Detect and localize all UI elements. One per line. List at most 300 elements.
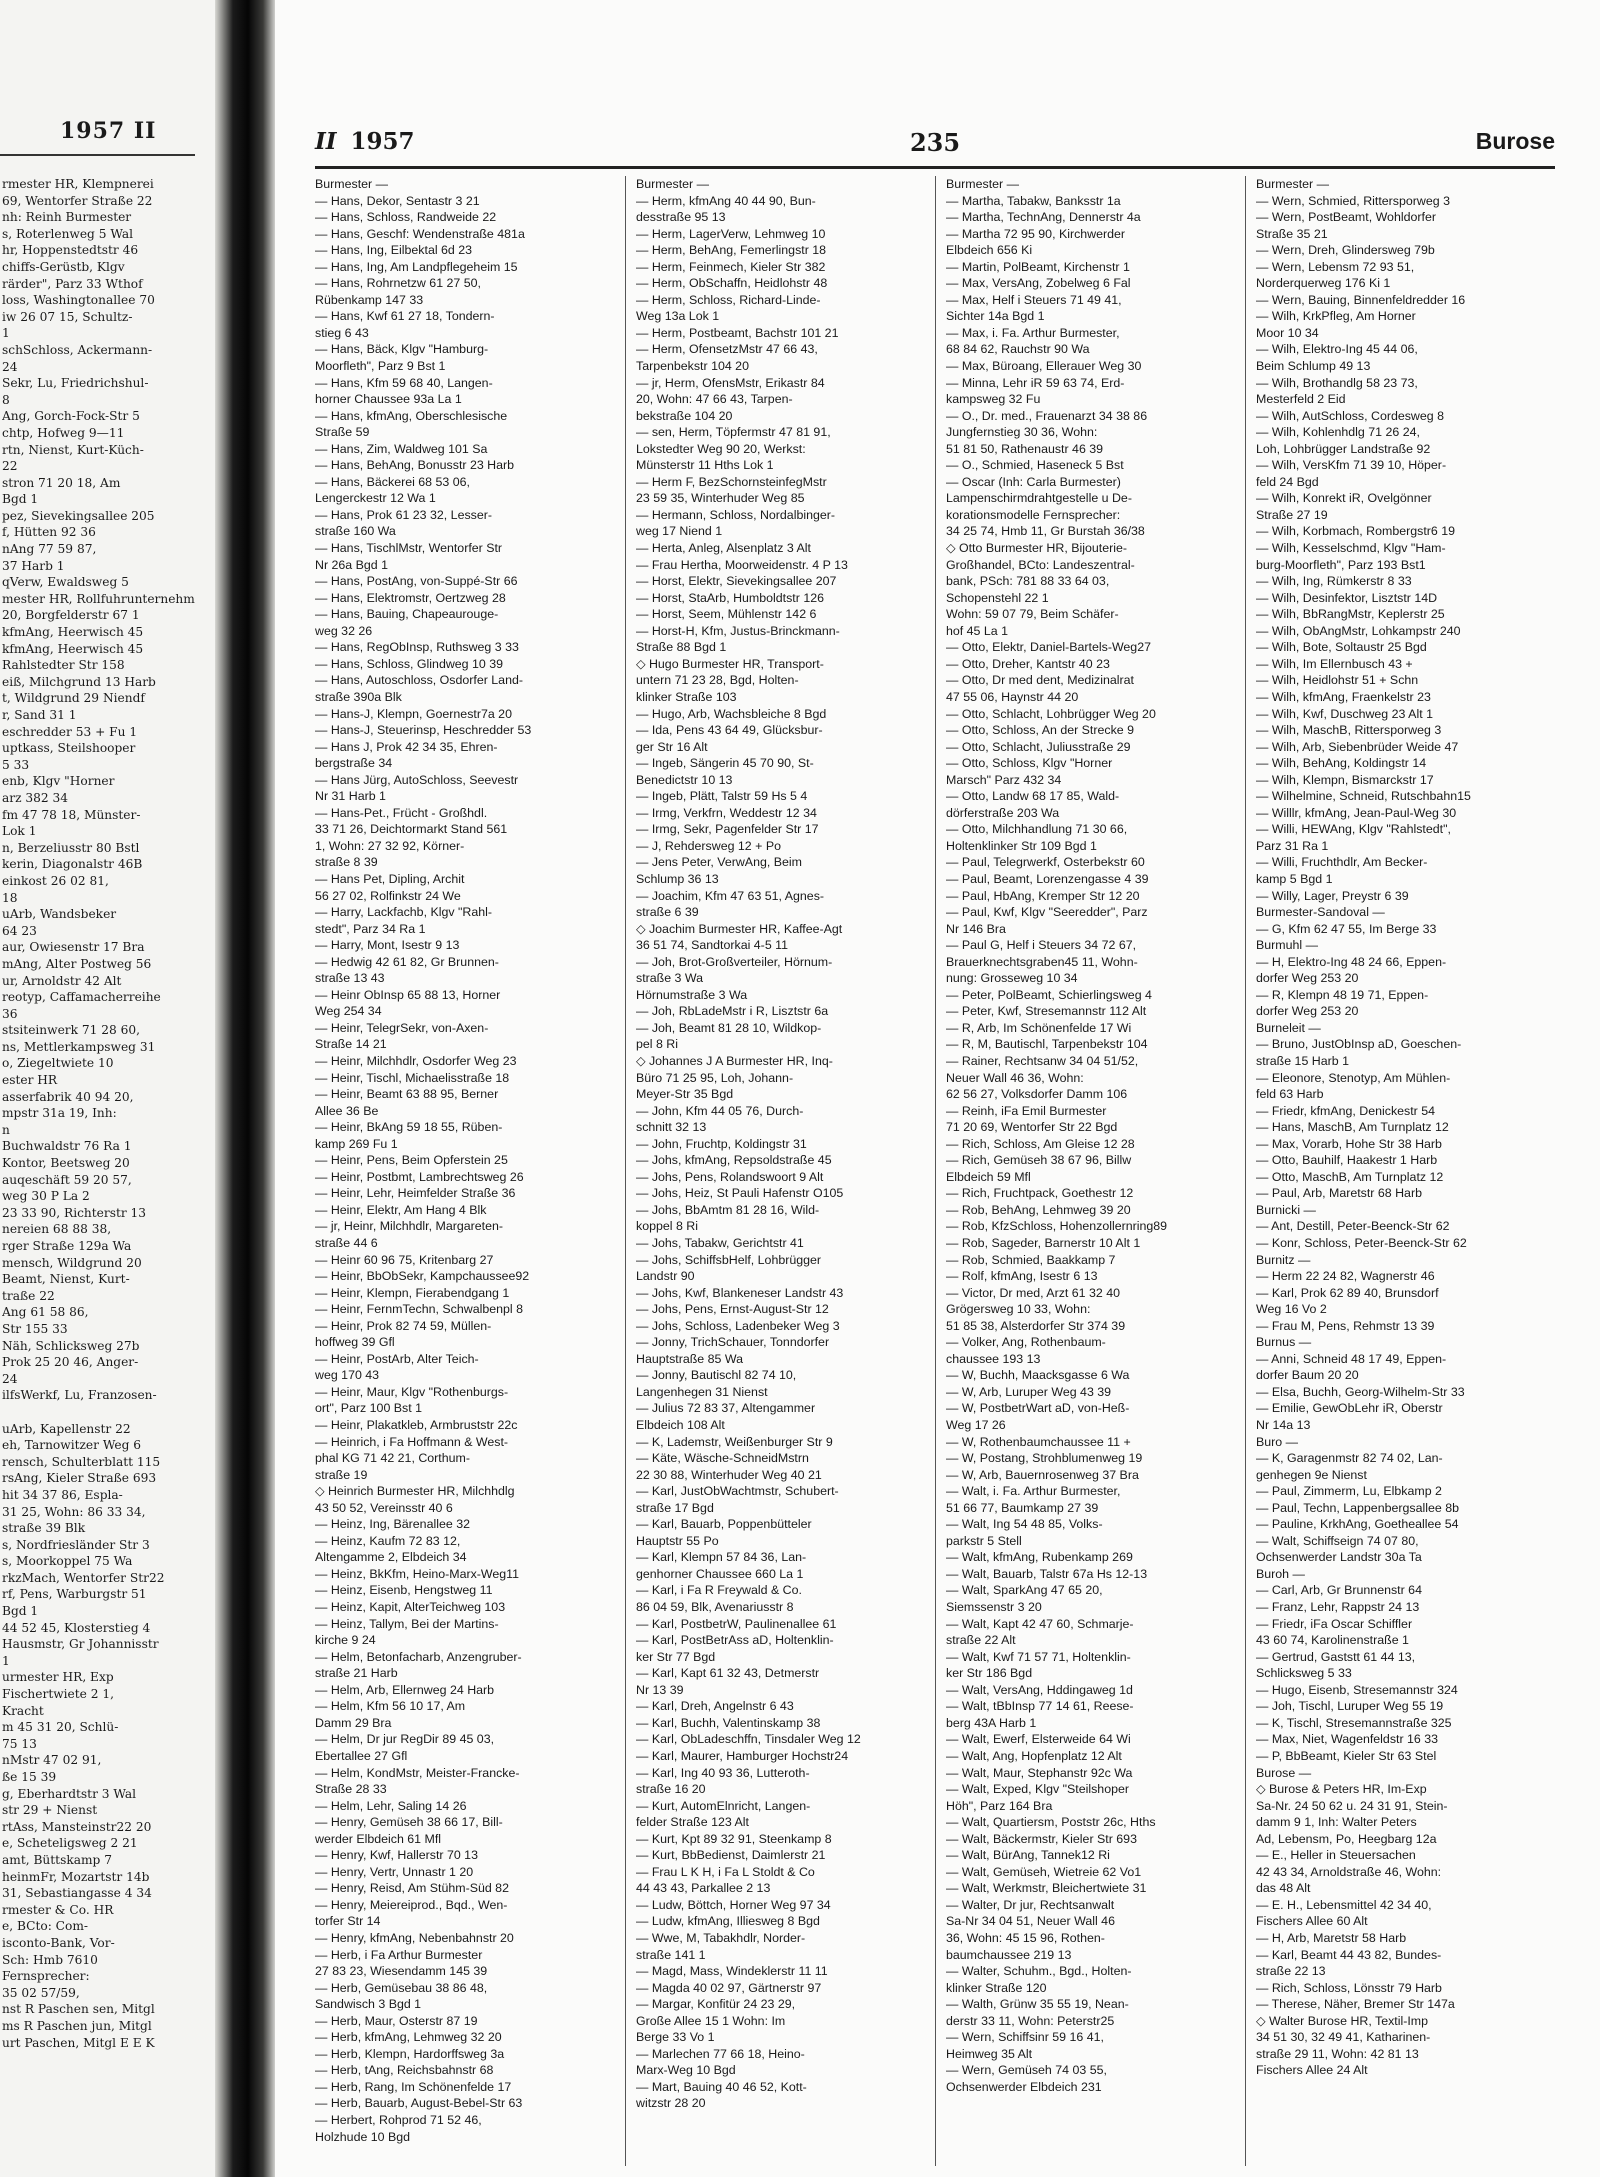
directory-entry-line: klinker Straße 120 — [946, 1980, 1047, 1995]
directory-entry-line: — Willi, HEWAng, Klgv "Rahlstedt", — [1256, 822, 1451, 837]
directory-entry-line: — Karl, Kapt 61 32 43, Detmerstr — [636, 1666, 820, 1681]
directory-entry-line: — Hans, Rohrnetzw 61 27 50, — [315, 276, 481, 291]
directory-entry-line: Lengerckestr 12 Wa 1 — [315, 491, 436, 506]
previous-page-line: o, Ziegeltwiete 10 — [2, 1056, 114, 1071]
previous-page-line: ms R Paschen jun, Mitgl — [2, 2018, 152, 2033]
directory-entry-line: 68 84 62, Rauchstr 90 Wa — [946, 342, 1090, 357]
previous-page-line: rmester HR, Klempnerei — [2, 177, 154, 191]
directory-entry-line: — K, Lademstr, Weißenburger Str 9 — [636, 1434, 833, 1449]
directory-entry-line: — Herb, Gemüsebau 38 86 48, — [315, 1980, 488, 1995]
previous-page-line: chtp, Hofweg 9—11 — [2, 425, 125, 440]
previous-page-rule — [0, 154, 195, 156]
directory-entry-line: Elbdeich 656 Ki — [946, 243, 1033, 258]
directory-column-2 — [625, 176, 935, 2166]
directory-entry-line: torfer Str 14 — [315, 1914, 381, 1929]
directory-entry-line: — Ingeb, Sängerin 45 70 90, St- — [636, 756, 814, 771]
directory-entry-line: damm 9 1, Inh: Walter Peters — [1256, 1815, 1417, 1830]
directory-entry-line: — Heinz, Kapit, AlterTeichweg 103 — [315, 1600, 506, 1615]
directory-entry-line: — Wern, Schmied, Rittersporweg 3 — [1256, 193, 1450, 208]
directory-entry-line: 20, Wohn: 47 66 43, Tarpen- — [636, 392, 793, 407]
directory-entry-line: — Herm, OfensetzMstr 47 66 43, — [636, 342, 818, 357]
directory-entry-line: Große Allee 15 1 Wohn: Im — [636, 2013, 786, 2028]
directory-entry-line: — Martha 72 95 90, Kirchwerder — [946, 226, 1126, 241]
directory-entry-line: Beim Schlump 49 13 — [1256, 359, 1371, 374]
directory-entry-line: — Hans, Kwf 61 27 18, Tondern- — [315, 309, 495, 324]
directory-entry-line: — Wern, Dreh, Glindersweg 79b — [1256, 243, 1435, 258]
directory-entry-line: — Wilhelmine, Schneid, Rutschbahn15 — [1256, 789, 1471, 804]
directory-entry-line: — Walt, Schiffseign 74 07 80, — [1256, 1533, 1419, 1548]
directory-entry-line: ◇ Hugo Burmester HR, Transport- — [636, 656, 824, 671]
directory-entry-line: — O., Schmied, Haseneck 5 Bst — [946, 458, 1124, 473]
directory-entry-line: — Herb, i Fa Arthur Burmester — [315, 1947, 483, 1962]
directory-entry-line: Burnitz — — [1256, 1252, 1311, 1267]
previous-page-line: Bgd 1 — [2, 492, 39, 507]
directory-entry-line: Hauptstr 55 Po — [636, 1533, 719, 1548]
directory-entry-line: klinker Straße 103 — [636, 689, 737, 704]
directory-entry-line: — Oscar (Inh: Carla Burmester) — [946, 474, 1121, 489]
directory-entry-line: — Heinr, Lehr, Heimfelder Straße 36 — [315, 1186, 516, 1201]
directory-entry-line: Tarpenbekstr 104 20 — [636, 359, 749, 374]
directory-entry-line: koppel 8 Ri — [636, 1219, 698, 1234]
directory-entry-line: straße 6 39 — [636, 905, 699, 920]
directory-entry-line: — Wilh, Ing, Rümkerstr 8 33 — [1256, 574, 1412, 589]
directory-entry-line: — Rich, Gemüseh 38 67 96, Billw — [946, 1153, 1132, 1168]
previous-page-line: rmester & Co. HR — [2, 1902, 114, 1917]
directory-entry-line: baumchaussee 219 13 — [946, 1947, 1072, 1962]
directory-entry-line: — Otto, MaschB, Am Turnplatz 12 — [1256, 1169, 1444, 1184]
directory-entry-line: — Paul, Beamt, Lorenzengasse 4 39 — [946, 871, 1149, 886]
previous-page-line: f, Hütten 92 36 — [2, 525, 96, 540]
directory-entry-line: Burose — — [1256, 1765, 1312, 1780]
directory-entry-line: — Wern, Schiffsinr 59 16 41, — [946, 2030, 1104, 2045]
directory-entry-line: Marsch" Parz 432 34 — [946, 772, 1062, 787]
directory-entry-line: Weg 17 26 — [946, 1418, 1006, 1433]
directory-entry-line: — W, Rothenbaumchaussee 11 + — [946, 1434, 1131, 1449]
directory-entry-line: — Karl, i Fa R Freywald & Co. — [636, 1583, 802, 1598]
previous-page-line: nAng 77 59 87, — [2, 542, 97, 557]
directory-entry-line: — Käte, Wäsche-SchneidMstrn — [636, 1451, 809, 1466]
directory-entry-line: 62 56 27, Volksdorfer Damm 106 — [946, 1087, 1128, 1102]
previous-page-line: nh: Reinh Burmester — [2, 210, 132, 225]
previous-page-line: t, Wildgrund 29 Niendf — [2, 691, 145, 706]
directory-entry-line: — Walt, SparkAng 47 65 20, — [946, 1583, 1103, 1598]
directory-entry-line: — Martin, PolBeamt, Kirchenstr 1 — [946, 259, 1130, 274]
directory-entry-line: Nr 146 Bra — [946, 921, 1006, 936]
directory-entry-line: parkstr 5 Stell — [946, 1533, 1022, 1548]
directory-entry-line: Burnicki — — [1256, 1202, 1316, 1217]
previous-page-line: 75 13 — [2, 1736, 37, 1751]
directory-entry-line: — Max, Büroang, Ellerauer Weg 30 — [946, 359, 1142, 374]
directory-entry-line: — Hans, Geschf: Wendenstraße 481a — [315, 226, 525, 241]
directory-entry-line: — Wilh, Bote, Soltaustr 25 Bgd — [1256, 640, 1427, 655]
directory-entry-line: genhegen 9e Nienst — [1256, 1467, 1367, 1482]
directory-entry-line: — W, Arb, Bauernrosenweg 37 Bra — [946, 1467, 1139, 1482]
directory-entry-line: — Walt, kfmAng, Rubenkamp 269 — [946, 1550, 1133, 1565]
previous-page-line: aur, Owiesenstr 17 Bra — [2, 940, 145, 955]
directory-entry-line: — Jens Peter, VerwAng, Beim — [636, 855, 802, 870]
directory-entry-line: Wohn: 59 07 79, Beim Schäfer- — [946, 607, 1119, 622]
directory-entry-line: — Karl, PostbetrW, Paulinenallee 61 — [636, 1616, 837, 1631]
directory-entry-line: derstr 33 11, Wohn: Peterstr25 — [946, 2013, 1115, 2028]
directory-entry-line: — Hans, Ing, Am Landpflegeheim 15 — [315, 259, 518, 274]
previous-page-line: stron 71 20 18, Am — [2, 475, 121, 490]
directory-entry-line: 43 50 52, Vereinsstr 40 6 — [315, 1500, 453, 1515]
previous-page-line: nereien 68 88 38, — [2, 1222, 112, 1237]
directory-entry-line: ◇ Burose & Peters HR, Im-Exp — [1256, 1782, 1427, 1797]
directory-entry-line: — Rainer, Rechtsanw 34 04 51/52, — [946, 1053, 1139, 1068]
previous-page-line: reotyp, Caffamacherreihe — [2, 990, 161, 1005]
directory-entry-line: 23 59 35, Winterhuder Weg 85 — [636, 491, 805, 506]
previous-page-line: e, BCto: Com- — [2, 1919, 89, 1934]
directory-entry-line: — Walt, Kapt 42 47 60, Schmarje- — [946, 1616, 1134, 1631]
directory-entry-line: dorfer Weg 253 20 — [1256, 1004, 1359, 1019]
previous-page-line: eschredder 53 + Fu 1 — [2, 724, 138, 739]
previous-page-line: 24 — [2, 359, 18, 374]
directory-entry-line: kamp 5 Bgd 1 — [1256, 871, 1333, 886]
directory-entry-line: — Wilh, KrkPfleg, Am Horner — [1256, 309, 1416, 324]
previous-page-line: str 29 + Nienst — [2, 1803, 98, 1818]
directory-entry-line: — Frau Hertha, Moorweidenstr. 4 P 13 — [636, 557, 848, 572]
directory-entry-line: — Anni, Schneid 48 17 49, Eppen- — [1256, 1351, 1447, 1366]
previous-page-line: Fernsprecher: — [2, 1969, 90, 1984]
previous-page-line: Str 155 33 — [2, 1321, 68, 1336]
directory-entry-line: — Karl, ObLadeschffn, Tinsdaler Weg 12 — [636, 1732, 861, 1747]
directory-entry-line: Hauptstraße 85 Wa — [636, 1351, 743, 1366]
directory-entry-line: — Gertrud, Gaststt 61 44 13, — [1256, 1649, 1416, 1664]
directory-entry-line: — Rich, Schloss, Am Gleise 12 28 — [946, 1136, 1135, 1151]
previous-page-line: Lok 1 — [2, 824, 37, 839]
directory-entry-line: — Peter, PolBeamt, Schierlingsweg 4 — [946, 987, 1152, 1002]
directory-entry-line: — Otto, Schloss, Klgv "Horner — [946, 756, 1113, 771]
directory-entry-line: Burmester — — [315, 177, 388, 191]
previous-page-line: eiß, Milchgrund 13 Harb — [2, 674, 156, 689]
directory-entry-line: feld 63 Harb — [1256, 1087, 1324, 1102]
previous-page-line: Kracht — [2, 1703, 44, 1718]
directory-entry-line: — Hans, kfmAng, Oberschlesische — [315, 408, 508, 423]
directory-entry-line: Holzhude 10 Bgd — [315, 2129, 411, 2144]
previous-page-line: weg 30 P La 2 — [2, 1189, 90, 1204]
previous-page-line: mensch, Wildgrund 20 — [2, 1255, 142, 1270]
directory-entry-line: — Willi, Fruchthdlr, Am Becker- — [1256, 855, 1428, 870]
directory-entry-line: — Paul, Telegrwerkf, Osterbekstr 60 — [946, 855, 1145, 870]
previous-page-line: urmester HR, Exp — [2, 1670, 114, 1685]
directory-entry-line: — Hans, Schloss, Randweide 22 — [315, 210, 497, 225]
directory-entry-line: — Paul, Techn, Lappenbergsallee 8b — [1256, 1500, 1459, 1515]
directory-entry-line: — Hans, RegObInsp, Ruthsweg 3 33 — [315, 640, 519, 655]
directory-entry-line: felder Straße 123 Alt — [636, 1815, 749, 1830]
directory-entry-line: 36 51 74, Sandtorkai 4-5 11 — [636, 938, 789, 953]
directory-entry-line: — Wilh, Brothandlg 58 23 73, — [1256, 375, 1418, 390]
directory-entry-line: — Wern, PostBeamt, Wohldorfer — [1256, 210, 1436, 225]
directory-entry-line: hoffweg 39 Gfl — [315, 1335, 395, 1350]
directory-entry-line: Elbdeich 108 Alt — [636, 1418, 725, 1433]
directory-entry-line: — Wilh, VersKfm 71 39 10, Höper- — [1256, 458, 1447, 473]
directory-entry-line: — Heinr, BkAng 59 18 55, Rüben- — [315, 1120, 503, 1135]
directory-entry-line: Straße 59 — [315, 425, 370, 440]
directory-entry-line: — Ingeb, Plätt, Talstr 59 Hs 5 4 — [636, 789, 808, 804]
directory-entry-line: berg 43A Harb 1 — [946, 1715, 1037, 1730]
directory-entry-line: — Walt, Ang, Hopfenplatz 12 Alt — [946, 1748, 1122, 1763]
directory-entry-line: — Wilh, BehAng, Koldingstr 14 — [1256, 756, 1427, 771]
previous-page-line: rkzMach, Wentorfer Str22 — [2, 1570, 165, 1585]
directory-entry-line: Münsterstr 11 Hths Lok 1 — [636, 458, 774, 473]
previous-page-line: Buchwaldstr 76 Ra 1 — [2, 1139, 132, 1154]
directory-entry-line: — Walter, Schuhm., Bgd., Holten- — [946, 1964, 1132, 1979]
directory-entry-line: — Karl, PostBetrAss aD, Holtenklin- — [636, 1633, 834, 1648]
directory-entry-line: — Carl, Arb, Gr Brunnenstr 64 — [1256, 1583, 1422, 1598]
directory-entry-line: — Hugo, Arb, Wachsbleiche 8 Bgd — [636, 706, 827, 721]
directory-entry-line: — W, Postang, Strohblumenweg 19 — [946, 1451, 1143, 1466]
directory-entry-line: — Joh, Beamt 81 28 10, Wildkop- — [636, 1020, 822, 1035]
directory-entry-line: — Wilh, AutSchloss, Cordesweg 8 — [1256, 408, 1445, 423]
directory-entry-line: — Hans Pet, Dipling, Archit — [315, 871, 465, 886]
previous-page-line: 24 — [2, 1371, 18, 1386]
directory-entry-line: — Karl, Beamt 44 43 82, Bundes- — [1256, 1947, 1442, 1962]
previous-page-line: chiffs-Gerüstb, Klgv — [2, 259, 125, 274]
directory-page — [275, 0, 1600, 2177]
previous-page-line: einkost 26 02 81, — [2, 873, 109, 888]
directory-entry-line: Mesterfeld 2 Eid — [1256, 392, 1346, 407]
directory-entry-line: kampsweg 32 Fu — [946, 392, 1041, 407]
directory-entry-line: straße 22 Alt — [946, 1633, 1016, 1648]
directory-entry-line: — Walt, VersAng, Hddingaweg 1d — [946, 1682, 1133, 1697]
previous-page-line: hr, Hoppenstedtstr 46 — [2, 243, 139, 258]
directory-entry-line: — Martha, Tabakw, Banksstr 1a — [946, 193, 1121, 208]
previous-page-line: 5 33 — [2, 757, 30, 772]
directory-entry-line: — Herb, Rang, Im Schönenfelde 17 — [315, 2079, 512, 2094]
previous-page-line: Bgd 1 — [2, 1604, 39, 1619]
previous-page-line: enb, Klgv "Horner — [2, 774, 115, 789]
previous-page-line: e, Scheteligsweg 2 21 — [2, 1836, 138, 1851]
directory-entry-line: — Paul G, Helf i Steuers 34 72 67, — [946, 938, 1137, 953]
directory-entry-line: — Heinr, TelegrSekr, von-Axen- — [315, 1020, 489, 1035]
directory-entry-line: — Hans-Pet., Frücht - Großhdl. — [315, 805, 488, 820]
directory-entry-line: Buroh — — [1256, 1566, 1305, 1581]
directory-entry-line: — Hans, TischlMstr, Wentorfer Str — [315, 541, 503, 556]
previous-page-line: Fischertwiete 2 1, — [2, 1687, 115, 1702]
directory-entry-line: Burneleit — — [1256, 1020, 1321, 1035]
directory-entry-line: — Heinrich, i Fa Hoffmann & West- — [315, 1434, 509, 1449]
directory-entry-line: — Walt, i. Fa. Arthur Burmester, — [946, 1484, 1121, 1499]
directory-entry-line: weg 32 26 — [315, 623, 373, 638]
directory-entry-line: — Hans, Prok 61 23 32, Lesser- — [315, 507, 492, 522]
directory-entry-line: — Joh, Brot-Großverteiler, Hörnum- — [636, 954, 833, 969]
directory-entry-line: — Hugo, Eisenb, Stresemannstr 324 — [1256, 1682, 1458, 1697]
directory-entry-line: Ochsenwerder Landstr 30a Ta — [1256, 1550, 1422, 1565]
previous-page-line: isconto-Bank, Vor- — [2, 1935, 115, 1950]
previous-page-line: Sekr, Lu, Friedrichshul- — [2, 376, 149, 391]
directory-entry-line: Heimweg 35 Alt — [946, 2046, 1033, 2061]
directory-entry-line: ort", Parz 100 Bst 1 — [315, 1401, 423, 1416]
directory-entry-line: — Heinz, Ing, Bärenallee 32 — [315, 1517, 470, 1532]
directory-entry-line: — Hans, Kfm 59 68 40, Langen- — [315, 375, 493, 390]
directory-entry-line: — Friedr, kfmAng, Denickestr 54 — [1256, 1103, 1436, 1118]
directory-entry-line: — K, Garagenmstr 82 74 02, Lan- — [1256, 1451, 1443, 1466]
directory-entry-line: — Johs, SchiffsbHelf, Lohbrügger — [636, 1252, 822, 1267]
previous-page-line: hit 34 37 86, Espla- — [2, 1487, 123, 1502]
directory-entry-line: — Otto, Schlacht, Juliusstraße 29 — [946, 739, 1131, 754]
directory-entry-line: untern 71 23 28, Bgd, Holten- — [636, 673, 799, 688]
directory-entry-line: weg 170 43 — [315, 1368, 380, 1383]
directory-entry-line: — Walt, Gemüseh, Wietreie 62 Vo1 — [946, 1864, 1142, 1879]
previous-page-line: Näh, Schlicksweg 27b — [2, 1338, 140, 1353]
directory-entry-line: — Joh, Tischl, Luruper Weg 55 19 — [1256, 1699, 1444, 1714]
directory-entry-line: Burmester-Sandoval — — [1256, 905, 1385, 920]
previous-page-line: s, Nordfriesländer Str 3 — [2, 1537, 150, 1552]
directory-entry-line: straße 141 1 — [636, 1947, 706, 1962]
directory-entry-line: — Karl, Ing 40 93 36, Lutteroth- — [636, 1765, 810, 1780]
directory-entry-line: — Walth, Grünw 35 55 19, Nean- — [946, 1997, 1129, 2012]
directory-entry-line: — Heinr, Milchhdlr, Osdorfer Weg 23 — [315, 1053, 517, 1068]
previous-page-line: amt, Büttskamp 7 — [2, 1852, 112, 1867]
directory-entry-line: — Walt, Ewerf, Elsterweide 64 Wi — [946, 1732, 1131, 1747]
directory-entry-line: — Herm, BehAng, Femerlingstr 18 — [636, 243, 827, 258]
directory-entry-line: weg 17 Niend 1 — [636, 524, 723, 539]
directory-entry-line: — Henry, Gemüseh 38 66 17, Bill- — [315, 1815, 503, 1830]
directory-entry-line: — Herm, kfmAng 40 44 90, Bun- — [636, 193, 816, 208]
directory-entry-line: — Wilh, Desinfektor, Lisztstr 14D — [1256, 590, 1438, 605]
directory-entry-line: — Heinr, Plakatkleb, Armbruststr 22c — [315, 1418, 518, 1433]
previous-page-line: asserfabrik 40 94 20, — [2, 1089, 134, 1104]
previous-page-line: 69, Wentorfer Straße 22 — [2, 193, 153, 208]
previous-page-line: kfmAng, Heerwisch 45 — [2, 641, 144, 656]
directory-entry-line: phal KG 71 42 21, Corthum- — [315, 1451, 470, 1466]
directory-entry-line: — Herm F, BezSchornsteinfegMstr — [636, 474, 827, 489]
previous-page-line: n, Berzeliusstr 80 Bstl — [2, 840, 140, 855]
directory-entry-line: — Harry, Lackfachb, Klgv "Rahl- — [315, 905, 493, 920]
directory-entry-line: — Walt, Bäckermstr, Kieler Str 693 — [946, 1831, 1137, 1846]
directory-entry-line: — Karl, Dreh, Angelnstr 6 43 — [636, 1699, 794, 1714]
directory-entry-line: — Wwe, M, Tabakhdlr, Norder- — [636, 1930, 806, 1945]
previous-page-line: eh, Tarnowitzer Weg 6 — [2, 1438, 142, 1453]
directory-entry-line: — Johs, Tabakw, Gerichtstr 41 — [636, 1236, 804, 1250]
directory-entry-line: Burmuhl — — [1256, 938, 1318, 953]
directory-entry-line: — Johs, Schloss, Ladenbeker Weg 3 — [636, 1318, 840, 1333]
previous-page-line: 31, Sebastiangasse 4 34 — [2, 1886, 152, 1901]
previous-page-line: 20, Borgfelderstr 67 1 — [2, 608, 140, 623]
directory-entry-line: — Rich, Schloss, Lönsstr 79 Harb — [1256, 1980, 1442, 1995]
directory-entry-line: Schlicksweg 5 33 — [1256, 1666, 1352, 1681]
directory-entry-line: — Volker, Ang, Rothenbaum- — [946, 1335, 1106, 1350]
directory-entry-line: — Otto, Schlacht, Lohbrügger Weg 20 — [946, 706, 1156, 721]
directory-entry-line: — R, Klempn 48 19 71, Eppen- — [1256, 987, 1429, 1002]
previous-page-line: rtAss, Mansteinstr22 20 — [2, 1819, 152, 1834]
directory-entry-line: stedt", Parz 34 Ra 1 — [315, 921, 426, 936]
directory-entry-line: — John, Fruchtp, Koldingstr 31 — [636, 1136, 807, 1151]
directory-entry-line: — sen, Herm, Töpfermstr 47 81 91, — [636, 425, 831, 440]
directory-entry-line: — Rich, Fruchtpack, Goethestr 12 — [946, 1186, 1134, 1201]
previous-page-line: 64 23 — [2, 923, 37, 938]
previous-page-line: 31 25, Wohn: 86 33 34, — [2, 1504, 146, 1519]
directory-entry-line: — Pauline, KrkhAng, Goetheallee 54 — [1256, 1517, 1459, 1532]
directory-entry-line: hof 45 La 1 — [946, 623, 1009, 638]
directory-entry-line: — Ludw, kfmAng, Illiesweg 8 Bgd — [636, 1914, 820, 1929]
previous-page-line: schSchloss, Ackermann- — [2, 342, 153, 357]
directory-entry-line: — Hans-J, Steuerinsp, Heschredder 53 — [315, 723, 532, 738]
previous-page-line: rtn, Nienst, Kurt-Küch- — [2, 442, 144, 457]
previous-page-line: loss, Washingtonallee 70 — [2, 293, 155, 308]
directory-entry-line: — J, Rehdersweg 12 + Po — [636, 838, 781, 853]
directory-entry-line: — R, Arb, Im Schönenfelde 17 Wi — [946, 1020, 1132, 1035]
directory-entry-line: — G, Kfm 62 47 55, Im Berge 33 — [1256, 921, 1437, 936]
directory-entry-line: Nr 26a Bgd 1 — [315, 557, 389, 572]
directory-entry-line: Ochsenwerder Elbdeich 231 — [946, 2079, 1102, 2094]
directory-entry-line: — Heinr, Tischl, Michaelisstraße 18 — [315, 1070, 510, 1085]
directory-entry-line: — Heinr, Klempn, Fierabendgang 1 — [315, 1285, 510, 1300]
previous-page-line: 23 33 90, Richterstr 13 — [2, 1205, 147, 1220]
directory-entry-line: — Rob, Schmied, Baakkamp 7 — [946, 1252, 1116, 1267]
previous-page-line: Prok 25 20 46, Anger- — [2, 1355, 139, 1370]
directory-entry-line: kamp 269 Fu 1 — [315, 1136, 398, 1151]
directory-entry-line: — Heinz, Kaufm 72 83 12, — [315, 1533, 461, 1548]
directory-entry-line: — Hans, Zim, Waldweg 101 Sa — [315, 441, 488, 456]
directory-entry-line: dörferstraße 203 Wa — [946, 805, 1060, 820]
previous-page-line: rensch, Schulterblatt 115 — [2, 1454, 161, 1469]
directory-entry-line: — jr, Heinr, Milchhdlr, Margareten- — [315, 1219, 503, 1234]
previous-page-line: Kontor, Beetsweg 20 — [2, 1156, 130, 1171]
directory-entry-line: — Helm, Arb, Ellernweg 24 Harb — [315, 1682, 495, 1697]
page-header — [315, 128, 1555, 164]
directory-entry-line: straße 15 Harb 1 — [1256, 1053, 1349, 1068]
directory-entry-line: — Wilh, Korbmach, Rombergstr6 19 — [1256, 524, 1456, 539]
previous-page-line: 22 — [2, 459, 18, 474]
previous-page-line: 35 02 57/59, — [2, 1985, 80, 2000]
previous-page-line: uptkass, Steilshooper — [2, 741, 136, 756]
directory-entry-line: Berge 33 Vo 1 — [636, 2030, 715, 2045]
directory-entry-line: — Otto, Elektr, Daniel-Bartels-Weg27 — [946, 640, 1151, 655]
directory-entry-line: Straße 88 Bgd 1 — [636, 640, 727, 655]
directory-entry-line: — Hans, Ing, Eilbektal 6d 23 — [315, 243, 473, 258]
directory-entry-line: schnitt 32 13 — [636, 1120, 707, 1135]
previous-page-line — [2, 1404, 209, 1421]
directory-entry-line: 42 43 34, Arnoldstraße 46, Wohn: — [1256, 1864, 1442, 1879]
directory-entry-line: — Wilh, Im Ellernbusch 43 + — [1256, 656, 1413, 671]
directory-entry-line: — Herm, Schloss, Richard-Linde- — [636, 292, 821, 307]
directory-entry-line: ◇ Otto Burmester HR, Bijouterie- — [946, 541, 1127, 556]
directory-entry-line: — E., Heller in Steuersachen — [1256, 1848, 1416, 1863]
previous-page-line: ße 15 39 — [2, 1770, 57, 1784]
directory-entry-line: Lampenschirmdrahtgestelle u De- — [946, 491, 1132, 506]
directory-entry-line: Lokstedter Weg 90 20, Werkst: — [636, 441, 806, 456]
directory-entry-line: — H, Arb, Maretstr 58 Harb — [1256, 1930, 1407, 1945]
directory-entry-line: 47 55 06, Haynstr 44 20 — [946, 689, 1079, 704]
directory-entry-line: Nr 13 39 — [636, 1682, 684, 1697]
page-number: 235 — [909, 128, 961, 157]
directory-entry-line: — Otto, Dreher, Kantstr 40 23 — [946, 656, 1110, 671]
directory-entry-line: — Wilh, MaschB, Rittersporweg 3 — [1256, 723, 1442, 738]
directory-entry-line: — Heinr, Elektr, Am Hang 4 Blk — [315, 1202, 487, 1217]
directory-entry-line: 22 30 88, Winterhuder Weg 40 21 — [636, 1467, 822, 1482]
previous-page-line: ns, Mettlerkampsweg 31 — [2, 1039, 156, 1054]
previous-page-line: Rahlstedter Str 158 — [2, 658, 125, 673]
directory-entry-line: — Karl, Maurer, Hamburger Hochstr24 — [636, 1748, 849, 1763]
directory-entry-line: Straße 14 21 — [315, 1037, 387, 1052]
directory-entry-line: burg-Moorfleth", Parz 193 Bst1 — [1256, 557, 1426, 572]
directory-entry-line: — Paul, Zimmerm, Lu, Elbkamp 2 — [1256, 1484, 1442, 1499]
directory-entry-line: straße 19 — [315, 1467, 368, 1482]
directory-entry-line: — Hedwig 42 61 82, Gr Brunnen- — [315, 954, 499, 969]
directory-entry-line: — Rob, Sageder, Barnerstr 10 Alt 1 — [946, 1236, 1141, 1250]
directory-entry-line: — Hans, Autoschloss, Osdorfer Land- — [315, 673, 523, 688]
previous-page-line: r, Sand 31 1 — [2, 708, 77, 722]
directory-entry-line: ger Str 16 Alt — [636, 739, 708, 754]
directory-entry-line: Marx-Weg 10 Bgd — [636, 2063, 736, 2078]
header-rule — [315, 166, 1555, 169]
directory-entry-line: — Hans, Elektromstr, Oertzweg 28 — [315, 590, 506, 605]
directory-entry-line: — Hans, Bäck, Klgv "Hamburg- — [315, 342, 489, 357]
directory-entry-line: bekstraße 104 20 — [636, 408, 733, 423]
directory-entry-line: — Heinr, Maur, Klgv "Rothenburgs- — [315, 1384, 509, 1399]
